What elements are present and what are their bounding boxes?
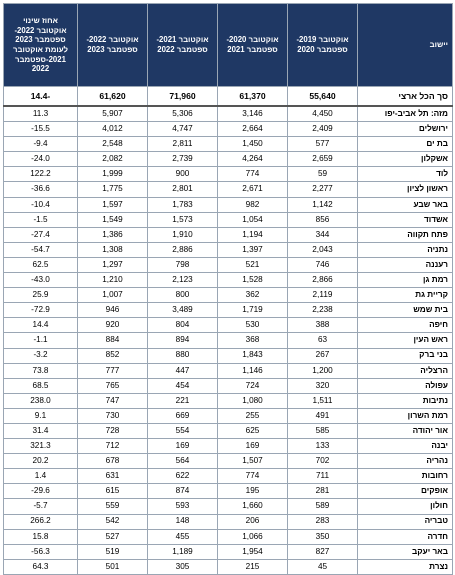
settlement-name-cell: בני ברק <box>358 348 453 363</box>
value-cell: 73.8 <box>4 363 78 378</box>
settlement-name-cell: אופקים <box>358 484 453 499</box>
value-cell: 4,012 <box>78 122 148 137</box>
value-cell: 1.5- <box>4 212 78 227</box>
settlement-name-cell: רחובות <box>358 469 453 484</box>
value-cell: 765 <box>78 378 148 393</box>
value-cell: 36.6- <box>4 182 78 197</box>
value-cell: 724 <box>218 378 288 393</box>
value-cell: 521 <box>218 257 288 272</box>
table-row <box>4 559 453 574</box>
value-cell: 1,210 <box>78 273 148 288</box>
table-row <box>4 122 453 137</box>
value-cell: 281 <box>288 484 358 499</box>
settlement-name-cell: נתיבות <box>358 393 453 408</box>
value-cell: 148 <box>148 514 218 529</box>
value-cell: 2,123 <box>148 273 218 288</box>
value-cell: 15.5- <box>4 122 78 137</box>
value-cell: 68.5 <box>4 378 78 393</box>
value-cell: 321.3 <box>4 439 78 454</box>
table-row <box>4 288 453 303</box>
settlement-name-cell: נתניה <box>358 242 453 257</box>
value-cell: 1,142 <box>288 197 358 212</box>
value-cell: 589 <box>288 499 358 514</box>
value-cell: 2,811 <box>148 137 218 152</box>
value-cell: 2,409 <box>288 122 358 137</box>
settlement-name-cell: נהריה <box>358 454 453 469</box>
value-cell: 133 <box>288 439 358 454</box>
value-cell: 62.5 <box>4 257 78 272</box>
value-cell: 1,783 <box>148 197 218 212</box>
value-cell: 1.4 <box>4 469 78 484</box>
table-row <box>4 212 453 227</box>
table-row <box>4 454 453 469</box>
header-period-2020-2021: אוקטובר 2020- ספטמבר 2021 <box>218 4 288 87</box>
value-cell: 894 <box>148 333 218 348</box>
value-cell: 27.4- <box>4 227 78 242</box>
settlement-name-cell: חולון <box>358 499 453 514</box>
settlement-name-cell: מזה: תל אביב-יפו <box>358 106 453 122</box>
value-cell: 2,238 <box>288 303 358 318</box>
value-cell: 1,007 <box>78 288 148 303</box>
value-cell: 711 <box>288 469 358 484</box>
value-cell: 1,954 <box>218 544 288 559</box>
total-cell: 55,640 <box>288 87 358 107</box>
value-cell: 122.2 <box>4 167 78 182</box>
settlement-name-cell: אשדוד <box>358 212 453 227</box>
table-container <box>3 3 452 575</box>
settlement-name-cell: עפולה <box>358 378 453 393</box>
value-cell: 1,999 <box>78 167 148 182</box>
table-row <box>4 393 453 408</box>
value-cell: 728 <box>78 423 148 438</box>
value-cell: 15.8 <box>4 529 78 544</box>
value-cell: 798 <box>148 257 218 272</box>
settlement-name-cell: טבריה <box>358 514 453 529</box>
table-row <box>4 242 453 257</box>
data-table <box>3 3 453 575</box>
value-cell: 169 <box>148 439 218 454</box>
value-cell: 5,907 <box>78 106 148 122</box>
value-cell: 530 <box>218 318 288 333</box>
value-cell: 1,054 <box>218 212 288 227</box>
value-cell: 982 <box>218 197 288 212</box>
value-cell: 1,308 <box>78 242 148 257</box>
value-cell: 2,886 <box>148 242 218 257</box>
value-cell: 774 <box>218 469 288 484</box>
value-cell: 1,719 <box>218 303 288 318</box>
table-row <box>4 257 453 272</box>
value-cell: 1,549 <box>78 212 148 227</box>
value-cell: 10.4- <box>4 197 78 212</box>
value-cell: 9.1 <box>4 408 78 423</box>
value-cell: 255 <box>218 408 288 423</box>
value-cell: 1,189 <box>148 544 218 559</box>
value-cell: 1,200 <box>288 363 358 378</box>
value-cell: 215 <box>218 559 288 574</box>
value-cell: 362 <box>218 288 288 303</box>
header-period-2022-2023: אוקטובר 2022- ספטמבר 2023 <box>78 4 148 87</box>
value-cell: 2,739 <box>148 152 218 167</box>
value-cell: 804 <box>148 318 218 333</box>
value-cell: 320 <box>288 378 358 393</box>
value-cell: 1,194 <box>218 227 288 242</box>
value-cell: 2,119 <box>288 288 358 303</box>
total-cell: 61,370 <box>218 87 288 107</box>
value-cell: 1,843 <box>218 348 288 363</box>
settlement-name-cell: נצרת <box>358 559 453 574</box>
value-cell: 491 <box>288 408 358 423</box>
table-row <box>4 167 453 182</box>
value-cell: 712 <box>78 439 148 454</box>
value-cell: 2,277 <box>288 182 358 197</box>
value-cell: 1.1- <box>4 333 78 348</box>
value-cell: 368 <box>218 333 288 348</box>
value-cell: 238.0 <box>4 393 78 408</box>
header-percent-change: אחוז שינוי אוקטובר 2022-ספטמבר 2023 לעומת אוקטובר 2021-ספטמבר 2022 <box>4 4 78 87</box>
value-cell: 1,386 <box>78 227 148 242</box>
value-cell: 266.2 <box>4 514 78 529</box>
value-cell: 900 <box>148 167 218 182</box>
total-row <box>4 87 453 107</box>
header-period-2021-2022: אוקטובר 2021- ספטמבר 2022 <box>148 4 218 87</box>
total-cell: -14.4 <box>4 87 78 107</box>
settlement-name-cell: רעננה <box>358 257 453 272</box>
table-row <box>4 469 453 484</box>
table-row <box>4 348 453 363</box>
value-cell: 64.3 <box>4 559 78 574</box>
settlement-name-cell: רמת גן <box>358 273 453 288</box>
value-cell: 730 <box>78 408 148 423</box>
settlement-name-cell: אור יהודה <box>358 423 453 438</box>
value-cell: 2,664 <box>218 122 288 137</box>
value-cell: 169 <box>218 439 288 454</box>
value-cell: 852 <box>78 348 148 363</box>
value-cell: 577 <box>288 137 358 152</box>
settlement-name-cell: בת ים <box>358 137 453 152</box>
value-cell: 11.3 <box>4 106 78 122</box>
value-cell: 2,659 <box>288 152 358 167</box>
total-cell: 61,620 <box>78 87 148 107</box>
value-cell: 1,297 <box>78 257 148 272</box>
table-header <box>4 4 453 87</box>
value-cell: 856 <box>288 212 358 227</box>
table-row <box>4 544 453 559</box>
value-cell: 946 <box>78 303 148 318</box>
value-cell: 45 <box>288 559 358 574</box>
settlement-name-cell: באר שבע <box>358 197 453 212</box>
table-row <box>4 529 453 544</box>
value-cell: 542 <box>78 514 148 529</box>
header-settlement: יישוב <box>358 4 453 87</box>
value-cell: 631 <box>78 469 148 484</box>
value-cell: 206 <box>218 514 288 529</box>
value-cell: 59 <box>288 167 358 182</box>
value-cell: 1,528 <box>218 273 288 288</box>
value-cell: 1,573 <box>148 212 218 227</box>
value-cell: 283 <box>288 514 358 529</box>
value-cell: 501 <box>78 559 148 574</box>
value-cell: 1,450 <box>218 137 288 152</box>
value-cell: 43.0- <box>4 273 78 288</box>
value-cell: 3,146 <box>218 106 288 122</box>
value-cell: 221 <box>148 393 218 408</box>
settlement-name-cell: לוד <box>358 167 453 182</box>
settlement-name-cell: ראשון לציון <box>358 182 453 197</box>
table-row <box>4 318 453 333</box>
value-cell: 9.4- <box>4 137 78 152</box>
value-cell: 746 <box>288 257 358 272</box>
table-row <box>4 514 453 529</box>
settlement-name-cell: ראש העין <box>358 333 453 348</box>
value-cell: 747 <box>78 393 148 408</box>
value-cell: 585 <box>288 423 358 438</box>
value-cell: 1,066 <box>218 529 288 544</box>
settlement-name-cell: בית שמש <box>358 303 453 318</box>
value-cell: 344 <box>288 227 358 242</box>
value-cell: 1,910 <box>148 227 218 242</box>
value-cell: 774 <box>218 167 288 182</box>
value-cell: 1,775 <box>78 182 148 197</box>
value-cell: 615 <box>78 484 148 499</box>
table-row <box>4 197 453 212</box>
settlement-name-cell: פתח תקווה <box>358 227 453 242</box>
table-row <box>4 408 453 423</box>
table-row <box>4 439 453 454</box>
value-cell: 669 <box>148 408 218 423</box>
value-cell: 1,397 <box>218 242 288 257</box>
value-cell: 447 <box>148 363 218 378</box>
table-row <box>4 378 453 393</box>
header-row <box>4 4 453 87</box>
value-cell: 1,660 <box>218 499 288 514</box>
value-cell: 3,489 <box>148 303 218 318</box>
settlement-name-cell: רמת השרון <box>358 408 453 423</box>
settlement-name-cell: ירושלים <box>358 122 453 137</box>
value-cell: 2,866 <box>288 273 358 288</box>
settlement-name-cell: חדרה <box>358 529 453 544</box>
table-row <box>4 423 453 438</box>
value-cell: 305 <box>148 559 218 574</box>
value-cell: 920 <box>78 318 148 333</box>
value-cell: 564 <box>148 454 218 469</box>
table-row <box>4 303 453 318</box>
value-cell: 63 <box>288 333 358 348</box>
value-cell: 622 <box>148 469 218 484</box>
header-period-2019-2020: אוקטובר 2019- ספטמבר 2020 <box>288 4 358 87</box>
value-cell: 454 <box>148 378 218 393</box>
table-row <box>4 484 453 499</box>
value-cell: 1,507 <box>218 454 288 469</box>
value-cell: 4,747 <box>148 122 218 137</box>
value-cell: 455 <box>148 529 218 544</box>
value-cell: 1,146 <box>218 363 288 378</box>
value-cell: 29.6- <box>4 484 78 499</box>
value-cell: 702 <box>288 454 358 469</box>
value-cell: 4,264 <box>218 152 288 167</box>
value-cell: 827 <box>288 544 358 559</box>
value-cell: 2,043 <box>288 242 358 257</box>
settlement-name-cell: באר יעקב <box>358 544 453 559</box>
settlement-name-cell: חיפה <box>358 318 453 333</box>
table-row <box>4 499 453 514</box>
value-cell: 884 <box>78 333 148 348</box>
table-row <box>4 363 453 378</box>
table-row <box>4 152 453 167</box>
table-row <box>4 137 453 152</box>
value-cell: 4,450 <box>288 106 358 122</box>
settlement-name-cell: קריית גת <box>358 288 453 303</box>
table-row <box>4 106 453 122</box>
value-cell: 559 <box>78 499 148 514</box>
value-cell: 1,080 <box>218 393 288 408</box>
value-cell: 14.4 <box>4 318 78 333</box>
total-cell: 71,960 <box>148 87 218 107</box>
value-cell: 388 <box>288 318 358 333</box>
value-cell: 2,548 <box>78 137 148 152</box>
value-cell: 1,597 <box>78 197 148 212</box>
value-cell: 593 <box>148 499 218 514</box>
table-row <box>4 273 453 288</box>
value-cell: 777 <box>78 363 148 378</box>
value-cell: 56.3- <box>4 544 78 559</box>
value-cell: 2,801 <box>148 182 218 197</box>
value-cell: 5,306 <box>148 106 218 122</box>
table-body <box>4 87 453 575</box>
value-cell: 2,082 <box>78 152 148 167</box>
total-label: סך הכל ארצי <box>358 87 453 107</box>
value-cell: 880 <box>148 348 218 363</box>
value-cell: 24.0- <box>4 152 78 167</box>
settlement-name-cell: אשקלון <box>358 152 453 167</box>
value-cell: 554 <box>148 423 218 438</box>
value-cell: 2,671 <box>218 182 288 197</box>
value-cell: 31.4 <box>4 423 78 438</box>
value-cell: 3.2- <box>4 348 78 363</box>
value-cell: 1,511 <box>288 393 358 408</box>
table-row <box>4 227 453 242</box>
value-cell: 195 <box>218 484 288 499</box>
value-cell: 350 <box>288 529 358 544</box>
value-cell: 20.2 <box>4 454 78 469</box>
value-cell: 54.7- <box>4 242 78 257</box>
value-cell: 267 <box>288 348 358 363</box>
value-cell: 519 <box>78 544 148 559</box>
value-cell: 874 <box>148 484 218 499</box>
settlement-name-cell: יבנה <box>358 439 453 454</box>
settlement-name-cell: הרצליה <box>358 363 453 378</box>
table-row <box>4 182 453 197</box>
table-row <box>4 333 453 348</box>
value-cell: 678 <box>78 454 148 469</box>
value-cell: 25.9 <box>4 288 78 303</box>
value-cell: 625 <box>218 423 288 438</box>
value-cell: 527 <box>78 529 148 544</box>
value-cell: 5.7- <box>4 499 78 514</box>
value-cell: 800 <box>148 288 218 303</box>
value-cell: 72.9- <box>4 303 78 318</box>
